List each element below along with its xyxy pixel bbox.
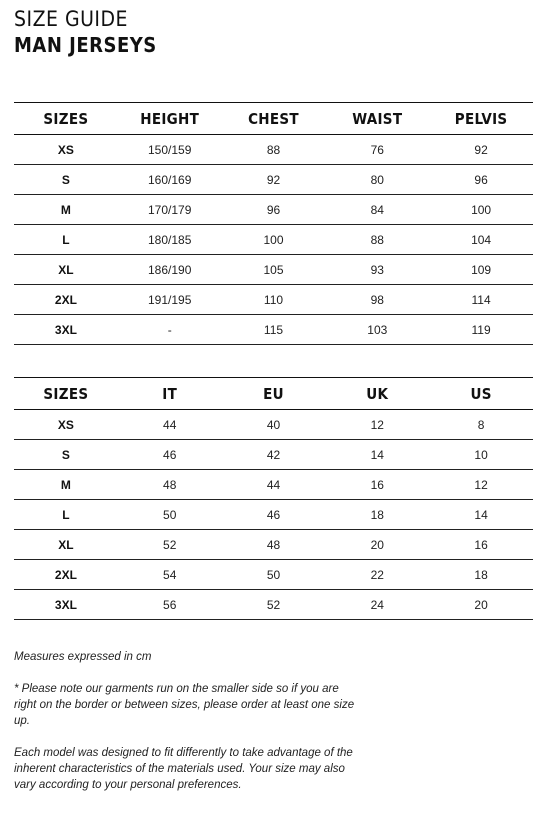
conversion-table xyxy=(14,377,533,620)
uk-cell: 20 xyxy=(325,530,429,560)
table-row xyxy=(14,135,533,165)
size-cell: XS xyxy=(14,410,118,440)
waist-cell: 98 xyxy=(325,285,429,315)
column-header-it: IT xyxy=(118,378,222,410)
pelvis-cell: 114 xyxy=(429,285,533,315)
waist-cell: 84 xyxy=(325,195,429,225)
eu-cell: 40 xyxy=(222,410,326,440)
height-cell: 170/179 xyxy=(118,195,222,225)
uk-cell: 12 xyxy=(325,410,429,440)
it-cell: 52 xyxy=(118,530,222,560)
eu-cell: 52 xyxy=(222,590,326,620)
column-header-sizes: SIZES xyxy=(14,103,118,135)
uk-cell: 14 xyxy=(325,440,429,470)
eu-cell: 50 xyxy=(222,560,326,590)
it-cell: 54 xyxy=(118,560,222,590)
table-row xyxy=(14,315,533,345)
pelvis-cell: 119 xyxy=(429,315,533,345)
table-header-row xyxy=(14,378,533,410)
chest-cell: 105 xyxy=(222,255,326,285)
table-row xyxy=(14,195,533,225)
eu-cell: 44 xyxy=(222,470,326,500)
column-header-waist: WAIST xyxy=(325,103,429,135)
measures-table xyxy=(14,102,533,345)
units-note: Measures expressed in cm xyxy=(14,651,152,663)
title-line-size-guide: SIZE GUIDE xyxy=(14,7,128,31)
waist-cell: 80 xyxy=(325,165,429,195)
uk-cell: 16 xyxy=(325,470,429,500)
waist-cell: 88 xyxy=(325,225,429,255)
fit-warning-note: * Please note our garments run on the smaller side so if you are right on the border or between sizes, please order at least one size up. xyxy=(14,683,355,727)
table-row xyxy=(14,470,533,500)
size-cell: 3XL xyxy=(14,590,118,620)
table-row xyxy=(14,560,533,590)
size-cell: 2XL xyxy=(14,285,118,315)
it-cell: 50 xyxy=(118,500,222,530)
size-cell: XS xyxy=(14,135,118,165)
us-cell: 8 xyxy=(429,410,533,440)
table-row xyxy=(14,530,533,560)
size-cell: XL xyxy=(14,530,118,560)
size-cell: 2XL xyxy=(14,560,118,590)
eu-cell: 42 xyxy=(222,440,326,470)
height-cell: 160/169 xyxy=(118,165,222,195)
table-row xyxy=(14,410,533,440)
table-row xyxy=(14,590,533,620)
chest-cell: 110 xyxy=(222,285,326,315)
it-cell: 48 xyxy=(118,470,222,500)
column-header-sizes: SIZES xyxy=(14,378,118,410)
height-cell: 180/185 xyxy=(118,225,222,255)
uk-cell: 22 xyxy=(325,560,429,590)
size-cell: L xyxy=(14,225,118,255)
notes-section xyxy=(14,649,364,809)
page-title xyxy=(14,6,157,58)
table-row xyxy=(14,285,533,315)
chest-cell: 100 xyxy=(222,225,326,255)
table-row xyxy=(14,255,533,285)
it-cell: 46 xyxy=(118,440,222,470)
model-info-note: Each model was designed to fit differently to take advantage of the inherent characteristics of the materials used. Your size may also vary according to your personal preferences. xyxy=(14,747,353,791)
pelvis-cell: 100 xyxy=(429,195,533,225)
pelvis-cell: 96 xyxy=(429,165,533,195)
size-cell: M xyxy=(14,470,118,500)
eu-cell: 46 xyxy=(222,500,326,530)
height-cell: - xyxy=(118,315,222,345)
pelvis-cell: 104 xyxy=(429,225,533,255)
height-cell: 150/159 xyxy=(118,135,222,165)
us-cell: 20 xyxy=(429,590,533,620)
size-cell: M xyxy=(14,195,118,225)
waist-cell: 93 xyxy=(325,255,429,285)
pelvis-cell: 92 xyxy=(429,135,533,165)
us-cell: 12 xyxy=(429,470,533,500)
height-cell: 191/195 xyxy=(118,285,222,315)
us-cell: 18 xyxy=(429,560,533,590)
it-cell: 56 xyxy=(118,590,222,620)
column-header-us: US xyxy=(429,378,533,410)
column-header-eu: EU xyxy=(222,378,326,410)
title-line-man-jerseys: MAN JERSEYS xyxy=(14,33,157,57)
uk-cell: 18 xyxy=(325,500,429,530)
chest-cell: 115 xyxy=(222,315,326,345)
size-cell: S xyxy=(14,165,118,195)
us-cell: 14 xyxy=(429,500,533,530)
waist-cell: 76 xyxy=(325,135,429,165)
chest-cell: 92 xyxy=(222,165,326,195)
table-row xyxy=(14,500,533,530)
it-cell: 44 xyxy=(118,410,222,440)
column-header-uk: UK xyxy=(325,378,429,410)
waist-cell: 103 xyxy=(325,315,429,345)
chest-cell: 96 xyxy=(222,195,326,225)
column-header-pelvis: PELVIS xyxy=(429,103,533,135)
uk-cell: 24 xyxy=(325,590,429,620)
table-row xyxy=(14,440,533,470)
chest-cell: 88 xyxy=(222,135,326,165)
us-cell: 16 xyxy=(429,530,533,560)
size-cell: 3XL xyxy=(14,315,118,345)
table-row xyxy=(14,165,533,195)
size-cell: XL xyxy=(14,255,118,285)
column-header-height: HEIGHT xyxy=(118,103,222,135)
eu-cell: 48 xyxy=(222,530,326,560)
column-header-chest: CHEST xyxy=(222,103,326,135)
size-cell: S xyxy=(14,440,118,470)
us-cell: 10 xyxy=(429,440,533,470)
table-header-row xyxy=(14,103,533,135)
pelvis-cell: 109 xyxy=(429,255,533,285)
height-cell: 186/190 xyxy=(118,255,222,285)
table-row xyxy=(14,225,533,255)
size-cell: L xyxy=(14,500,118,530)
